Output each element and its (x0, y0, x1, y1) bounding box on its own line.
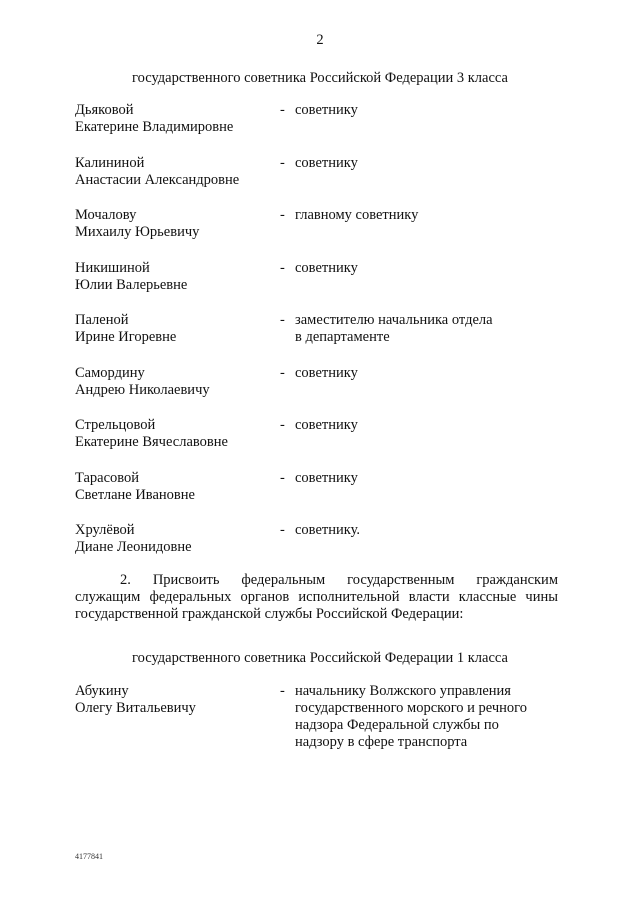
position-line: советнику. (295, 522, 361, 538)
position-title (295, 260, 545, 277)
dash-separator: - (280, 154, 285, 171)
surname: Дьяковой (75, 102, 134, 118)
person-name (75, 155, 275, 189)
surname: Абукину (75, 683, 129, 699)
dash-separator: - (280, 522, 285, 538)
paragraph-2-text: служащим федеральных органов исполнительной власти классные чины государственной гражданской службы Российской Федерации: (75, 589, 558, 622)
position-line: надзору в сфере транспорта (295, 734, 468, 750)
position-title (295, 312, 545, 346)
appointment-entry (75, 155, 555, 195)
person-name (75, 417, 275, 451)
appointment-entry (75, 260, 555, 300)
position-line: советнику (295, 364, 358, 381)
surname: Стрельцовой (75, 417, 156, 433)
dash-separator: - (280, 207, 285, 223)
dash-separator: - (280, 417, 285, 433)
position-title (295, 470, 545, 487)
person-name (75, 207, 275, 241)
paragraph-2-first-line: 2. Присвоить федеральным государственным гражданским (120, 572, 558, 588)
person-name (75, 365, 275, 399)
footer-code: 4177841 (75, 852, 103, 861)
dash-separator: - (280, 683, 285, 699)
position-line: в департаменте (295, 329, 390, 345)
position-line: начальнику Волжского управления (295, 683, 511, 699)
surname: Тарасовой (75, 469, 140, 486)
position-title (295, 365, 545, 382)
dash-separator: - (280, 312, 285, 328)
given-names: Екатерине Владимировне (75, 119, 234, 135)
appointment-entry (75, 365, 555, 405)
person-name (75, 102, 275, 136)
given-names: Андрею Николаевичу (75, 381, 210, 398)
dash-separator: - (280, 259, 285, 276)
position-title (295, 683, 545, 751)
person-name (75, 312, 275, 346)
given-names: Олегу Витальевичу (75, 700, 196, 716)
position-title (295, 522, 545, 539)
person-name (75, 522, 275, 556)
appointment-entry (75, 312, 555, 352)
position-title (295, 207, 545, 224)
dash-separator: - (280, 364, 285, 381)
person-name (75, 683, 275, 717)
position-line: советнику (295, 154, 358, 171)
page-number: 2 (316, 32, 324, 48)
position-line: главному советнику (295, 207, 419, 223)
appointment-entry (75, 102, 555, 142)
given-names: Михаилу Юрьевичу (75, 224, 200, 240)
dash-separator: - (280, 469, 285, 486)
dash-separator: - (280, 102, 285, 118)
appointment-entry (75, 522, 555, 562)
position-line: советнику (295, 469, 358, 486)
person-name (75, 470, 275, 504)
given-names: Ирине Игоревне (75, 329, 177, 345)
given-names: Анастасии Александровне (75, 171, 240, 188)
given-names: Екатерине Вячеславовне (75, 434, 228, 450)
position-line: заместителю начальника отдела (295, 312, 493, 328)
position-line: советнику (295, 102, 358, 118)
section-heading-1-class: государственного советника Российской Федерации 1 класса (132, 650, 508, 666)
position-title (295, 102, 545, 119)
paragraph-2 (75, 572, 558, 623)
surname: Самордину (75, 364, 145, 381)
appointment-entry (75, 470, 555, 510)
person-name (75, 260, 275, 294)
position-line: надзора Федеральной службы по (295, 717, 499, 733)
surname: Паленой (75, 312, 129, 328)
surname: Хрулёвой (75, 522, 135, 538)
section-heading-3-class: государственного советника Российской Федерации 3 класса (132, 70, 508, 86)
position-line: государственного морского и речного (295, 700, 528, 716)
appointment-entry (75, 683, 555, 750)
appointment-entry (75, 207, 555, 247)
surname: Никишиной (75, 259, 150, 276)
position-line: советнику (295, 417, 358, 433)
surname: Калининой (75, 154, 145, 171)
given-names: Юлии Валерьевне (75, 276, 188, 293)
appointment-entry (75, 417, 555, 457)
surname: Мочалову (75, 207, 137, 223)
position-title (295, 417, 545, 434)
given-names: Светлане Ивановне (75, 486, 195, 503)
position-line: советнику (295, 259, 358, 276)
given-names: Диане Леонидовне (75, 539, 192, 555)
position-title (295, 155, 545, 172)
